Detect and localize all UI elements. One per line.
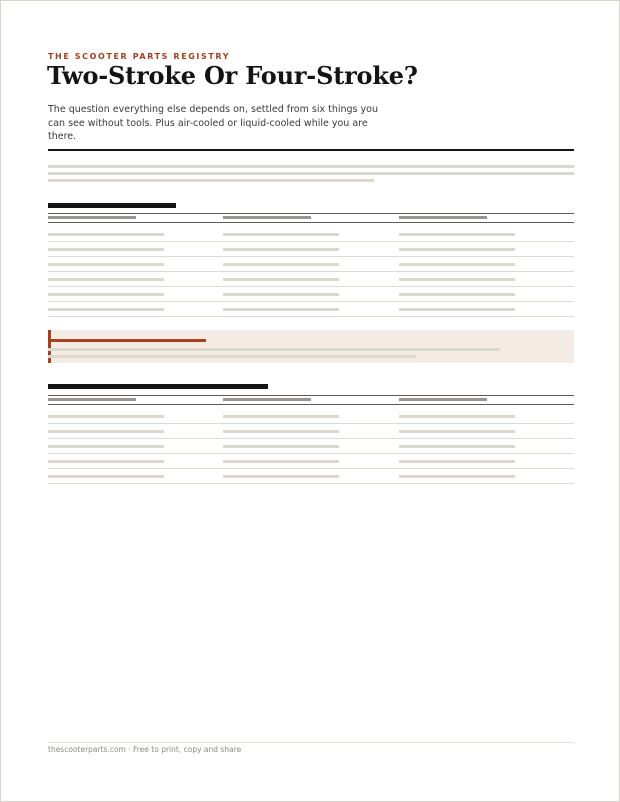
callout-accent-bar (48, 330, 51, 363)
page-title: Two-Stroke Or Four-Stroke? (47, 61, 418, 90)
footer-divider (48, 742, 574, 743)
callout-box (48, 330, 574, 363)
registry-eyebrow: THE SCOOTER PARTS REGISTRY (48, 52, 231, 61)
table-1-heading-placeholder (48, 203, 176, 208)
table-2-heading-placeholder (48, 384, 268, 389)
header-divider (48, 149, 574, 151)
callout-heading-placeholder (48, 339, 206, 342)
footer-text: thescooterparts.com · Free to print, copy and share (48, 745, 242, 754)
intro-paragraph: The question everything else depends on, settled from six things you can see without tools. Plus air-cooled or liquid-cooled while you are there. (48, 104, 378, 142)
